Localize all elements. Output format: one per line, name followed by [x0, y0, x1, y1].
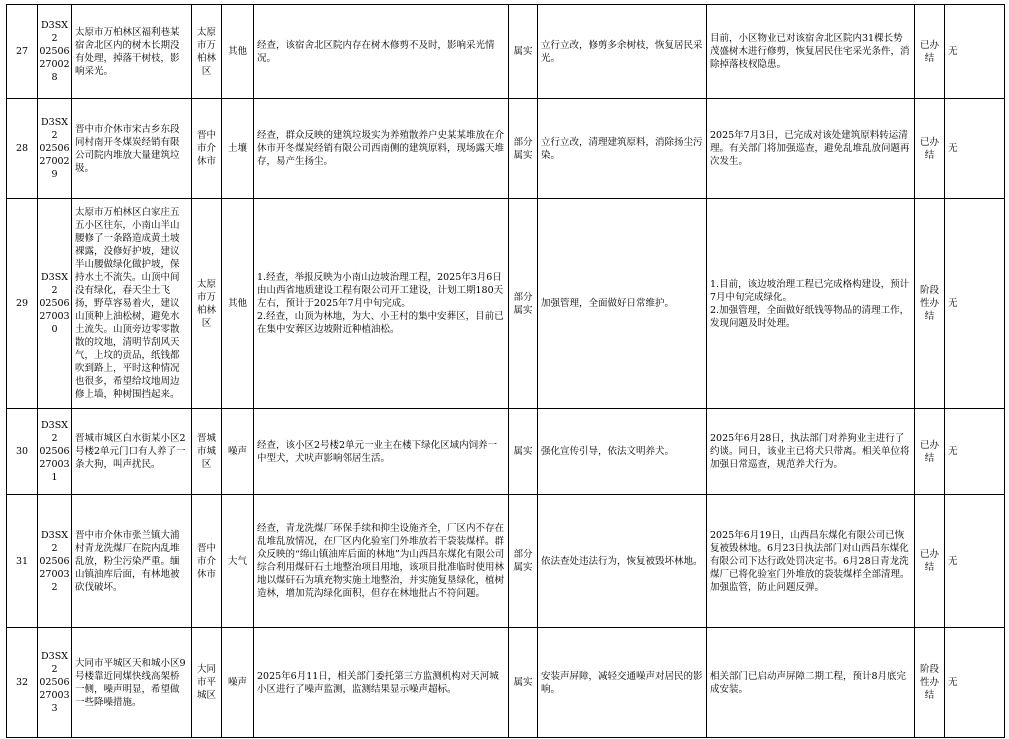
- case-code-line: 02506: [39, 143, 70, 154]
- complaint-content: 太原市万柏林区福利巷某宿舍北区内的树木长期没有处理，掉落干树枝，影响采光。: [72, 5, 192, 99]
- district: 晋城市城区: [192, 409, 222, 495]
- verdict: 属实: [509, 628, 538, 738]
- row-number: 31: [7, 495, 38, 628]
- progress-line: 1.目前，该边坡治理工程已完成格构建设，预计7月中旬完成绿化。: [710, 278, 910, 303]
- case-code-line: 8: [51, 72, 58, 83]
- district: 大同市平城区: [192, 628, 222, 738]
- case-code-line: D3SX2: [41, 272, 68, 296]
- case-code: [38, 199, 72, 409]
- row-number: 27: [7, 5, 38, 99]
- status: 已办结: [915, 495, 945, 628]
- progress: 2025年6月19日，山西昌东煤化有限公司已恢复被毁林地。6月23日执法部门对山西昌东煤化有限公司下达行政处罚决定书。6月28日青龙洗煤厂已将化验室门外堆放的袋装煤样全部清理。加强监管，防止问题反弹。: [707, 495, 915, 628]
- verdict: 部分属实: [509, 99, 538, 199]
- case-code-line: D3SX2: [41, 529, 68, 554]
- rectification-measures: 加强管理，全面做好日常维护。: [538, 199, 707, 409]
- case-code-line: 27003: [39, 690, 70, 701]
- table-row: [7, 5, 1005, 99]
- verdict: 部分属实: [509, 199, 538, 409]
- case-code-line: 02506: [39, 298, 70, 309]
- case-code-line: 27003: [39, 568, 70, 580]
- case-code-line: 27003: [39, 311, 70, 322]
- table-row: [7, 199, 1005, 409]
- case-code: [38, 5, 72, 99]
- row-number: 29: [7, 199, 38, 409]
- district: 晋中市介休市: [192, 495, 222, 628]
- pollution-type: 噪声: [222, 628, 254, 738]
- progress: 2025年6月28日，执法部门对养狗业主进行了约谈。同日，该业主已将犬只带离。相关单位将加强日常巡查，规范养犬行为。: [707, 409, 915, 495]
- case-code-line: 0: [51, 324, 58, 335]
- accountability: 无: [945, 495, 1005, 628]
- case-code-line: 27003: [39, 459, 70, 470]
- accountability: 无: [945, 5, 1005, 99]
- rectification-measures: 立行立改，清理建筑原料，消除扬尘污染。: [538, 99, 707, 199]
- table-row: [7, 628, 1005, 738]
- status: 阶段性办结: [915, 199, 945, 409]
- case-code-line: 3: [51, 703, 58, 714]
- district: 太原市万柏林区: [192, 199, 222, 409]
- rectification-measures: 安装声屏障，减轻交通噪声对居民的影响。: [538, 628, 707, 738]
- case-code-line: 1: [51, 472, 58, 483]
- investigation-result: 经查，该宿舍北区院内存在树木修剪不及时，影响采光情况。: [254, 5, 509, 99]
- row-number: 32: [7, 628, 38, 738]
- investigation-result: 2025年6月11日，相关部门委托第三方监测机构对天河城小区进行了噪声监测，监测结果显示噪声超标。: [254, 628, 509, 738]
- accountability: 无: [945, 628, 1005, 738]
- progress-line: 2.加强管理，全面做好纸钱等物品的清理工作，发现问题及时处理。: [710, 304, 910, 329]
- case-code-line: 02506: [39, 677, 70, 688]
- investigation-result-line: 1.经查，举报反映为小南山边坡治理工程，2025年3月6日由山西省地质建设工程有限公司开工建设，计划工期180天左右，预计于2025年7月中旬完成。: [257, 272, 504, 309]
- table-body: [7, 5, 1005, 738]
- complaint-content: 太原市万柏林区白家庄五五小区往东，小南山半山腰修了一条路造成黄土坡裸露，没修好护坡，建议半山腰做绿化做护坡，保持水土不流失。山顶中间没有绿化，春天尘土飞扬，野草容易着火，建议山顶种上油松树，避免水土流失。山顶旁边零零散散的坟地，清明节刮风天气，上坟的贡品，纸钱都吹到路上，平时这种情况也很多，希望给坟地周边修上墙，种树围挡起来。: [72, 199, 192, 409]
- case-code-line: 02506: [39, 446, 70, 457]
- status: 阶段性办结: [915, 628, 945, 738]
- pollution-type: 土壤: [222, 99, 254, 199]
- case-code-line: D3SX2: [41, 651, 68, 675]
- case-code-line: D3SX2: [41, 117, 68, 141]
- investigation-result: [254, 199, 509, 409]
- verdict: 部分属实: [509, 495, 538, 628]
- case-code-line: D3SX2: [41, 420, 68, 444]
- complaint-content: 大同市平城区天和城小区9号楼靠近同煤快线高架桥一侧，噪声明显，希望做一些降噪措施。: [72, 628, 192, 738]
- case-code-line: D3SX2: [41, 20, 68, 44]
- progress: 目前，小区物业已对该宿舍北区院内31棵长势茂盛树木进行修剪，恢复居民住宅采光条件，消除掉落枝杈隐患。: [707, 5, 915, 99]
- progress: 2025年7月3日，已完成对该处建筑原料转运清理。有关部门将加强巡查，避免乱堆乱放问题再次发生。: [707, 99, 915, 199]
- progress: [707, 199, 915, 409]
- pollution-type: 大气: [222, 495, 254, 628]
- investigation-result-line: 2.经查，山顶为林地，为大、小王村的集中安葬区，目前已在集中安葬区边坡附近种植油松。: [257, 311, 504, 335]
- pollution-type: 其他: [222, 199, 254, 409]
- status: 已办结: [915, 5, 945, 99]
- case-code: [38, 99, 72, 199]
- case-code-line: 27002: [39, 156, 70, 167]
- district: 太原市万柏林区: [192, 5, 222, 99]
- status: 已办结: [915, 409, 945, 495]
- rectification-measures: 强化宣传引导，依法文明养犬。: [538, 409, 707, 495]
- progress: 相关部门已启动声屏障二期工程，预计8月底完成安装。: [707, 628, 915, 738]
- rectification-measures: 依法查处违法行为，恢复被毁坏林地。: [538, 495, 707, 628]
- table-row: [7, 409, 1005, 495]
- district: 晋中市介休市: [192, 99, 222, 199]
- case-code-line: 02506: [39, 46, 70, 57]
- complaint-table: [6, 4, 1005, 738]
- investigation-result: 经查，群众反映的建筑垃圾实为养殖散养户史某某堆放在介休市开冬煤炭经销有限公司西南侧的建筑原料，现场露天堆存，易产生扬尘。: [254, 99, 509, 199]
- case-code-line: 02506: [39, 555, 70, 567]
- complaint-content: 晋中市介休市宋古乡东段同村南开冬煤炭经销有限公司院内堆放大量建筑垃圾。: [72, 99, 192, 199]
- row-number: 30: [7, 409, 38, 495]
- complaint-content: 晋城市城区白水街某小区2号楼2单元门口有人养了一条大狗，叫声扰民。: [72, 409, 192, 495]
- rectification-measures: 立行立改，修剪多余树枝，恢复居民采光。: [538, 5, 707, 99]
- accountability: 无: [945, 409, 1005, 495]
- table-row: [7, 99, 1005, 199]
- case-code: [38, 495, 72, 628]
- case-code-line: 2: [51, 581, 58, 593]
- verdict: 属实: [509, 5, 538, 99]
- pollution-type: 其他: [222, 5, 254, 99]
- table-row: [7, 495, 1005, 628]
- investigation-result: 经查，该小区2号楼2单元一业主在楼下绿化区域内饲养一中型犬，犬吠声影响邻居生活。: [254, 409, 509, 495]
- investigation-result: 经查，青龙洗煤厂环保手续和抑尘设施齐全，厂区内不存在乱堆乱放情况，在厂区内化验室门外堆放若干袋装煤样。群众反映的“绵山镇油库后面的林地”为山西昌东煤化有限公司综合利用煤矸石土地整治项目用地，该项目批准临时使用林地以煤矸石为填充物实施土地整治，并实施复垦绿化，植树造林，增加荒沟绿化面积，但存在林地批占不符问题。: [254, 495, 509, 628]
- case-code: [38, 409, 72, 495]
- complaint-content: 晋中市介休市张兰镇大浦村青龙洗煤厂在院内乱堆乱放，粉尘污染严重。缅山镇油库后面，有林地被砍伐破坏。: [72, 495, 192, 628]
- case-code: [38, 628, 72, 738]
- case-code-line: 27002: [39, 59, 70, 70]
- status: 已办结: [915, 99, 945, 199]
- accountability: 无: [945, 99, 1005, 199]
- row-number: 28: [7, 99, 38, 199]
- case-code-line: 9: [51, 169, 58, 180]
- accountability: 无: [945, 199, 1005, 409]
- pollution-type: 噪声: [222, 409, 254, 495]
- verdict: 属实: [509, 409, 538, 495]
